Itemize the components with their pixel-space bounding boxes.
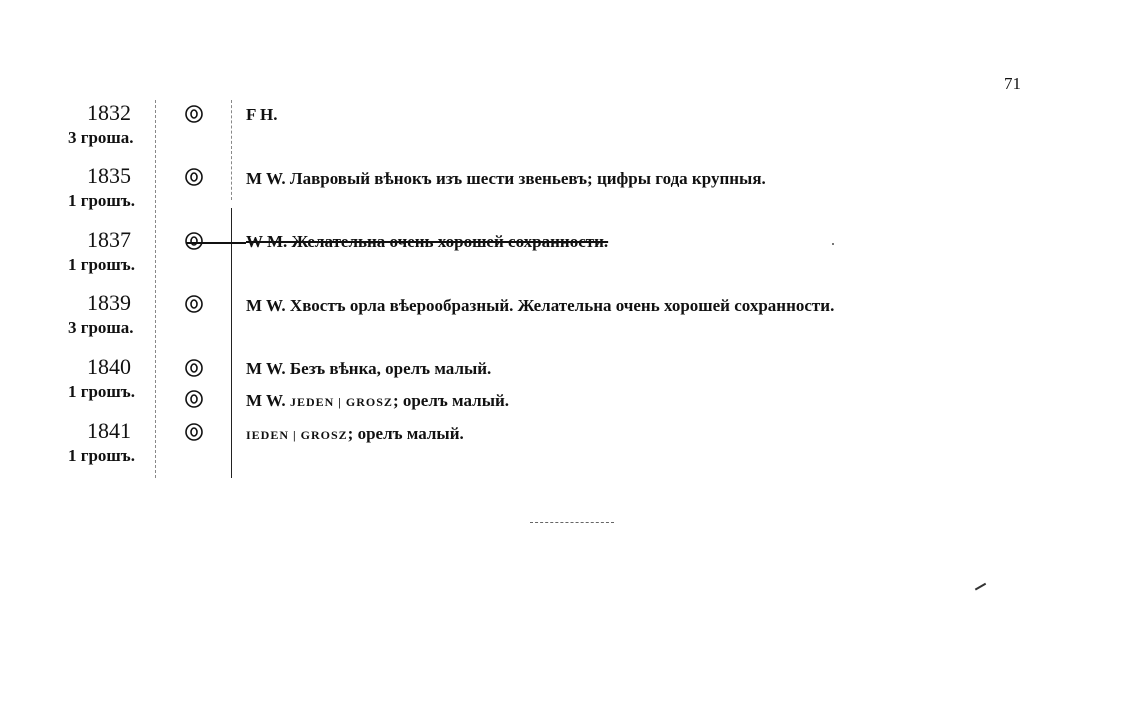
entry-year: 1832: [87, 100, 131, 125]
section-end-rule: [530, 522, 614, 523]
page-number: 71: [1004, 74, 1021, 93]
circle-dot-icon: [183, 230, 205, 252]
catalog-entry-1835: [0, 163, 1140, 223]
entry-year: 1840: [87, 354, 131, 379]
circle-dot-icon: [183, 357, 205, 379]
stray-ink-mark: [972, 578, 986, 591]
strikethrough-line: [186, 242, 246, 244]
entry-denomination: 1 грошъ.: [68, 446, 135, 465]
entry-year: 1841: [87, 418, 131, 443]
catalog-entry-1841: [0, 418, 1140, 478]
entry-denomination: 3 гроша.: [68, 128, 134, 147]
entry-description: M W. Лавровый вѣнокъ изъ шести звеньевъ; цифры года крупныя.: [246, 169, 766, 188]
legend-prefix: M W.: [246, 391, 290, 410]
catalog-entry-1840: [0, 354, 1140, 414]
legend-suffix: ; орелъ малый.: [347, 424, 464, 443]
legend-suffix: ; орелъ малый.: [392, 391, 510, 410]
coin-legend-smallcaps: IEDEN | GROSZ: [246, 428, 348, 442]
circle-dot-icon: [183, 293, 205, 315]
circle-dot-icon: [183, 388, 205, 410]
entry-year: 1835: [87, 163, 131, 188]
entry-denomination: 1 грошъ.: [68, 255, 135, 274]
entry-description-variant: [246, 391, 509, 411]
entry-year: 1837: [87, 227, 131, 252]
entry-denomination: 3 гроша.: [68, 318, 134, 337]
entry-denomination: 1 грошъ.: [68, 191, 135, 210]
entry-description: M W. Безъ вѣнка, орелъ малый.: [246, 359, 492, 378]
entry-year: 1839: [87, 290, 131, 315]
ink-speck: [832, 243, 834, 245]
entry-description-struck: W M. Желательна очень хорошей сохранности.: [246, 232, 609, 251]
catalog-entry-1837: [0, 227, 1140, 287]
circle-dot-icon: [183, 166, 205, 188]
catalog-entry-1839: [0, 290, 1140, 350]
entry-description: F H.: [246, 105, 278, 124]
catalog-entry-1832: [0, 100, 1140, 160]
entry-description: [246, 424, 464, 444]
entry-denomination: 1 грошъ.: [68, 382, 135, 401]
coin-legend-smallcaps: JEDEN | GROSZ: [289, 395, 393, 409]
circle-dot-icon: [183, 421, 205, 443]
entry-description: M W. Хвостъ орла вѣерообразный. Желательна очень хорошей сохранности.: [246, 296, 835, 315]
circle-dot-icon: [183, 103, 205, 125]
